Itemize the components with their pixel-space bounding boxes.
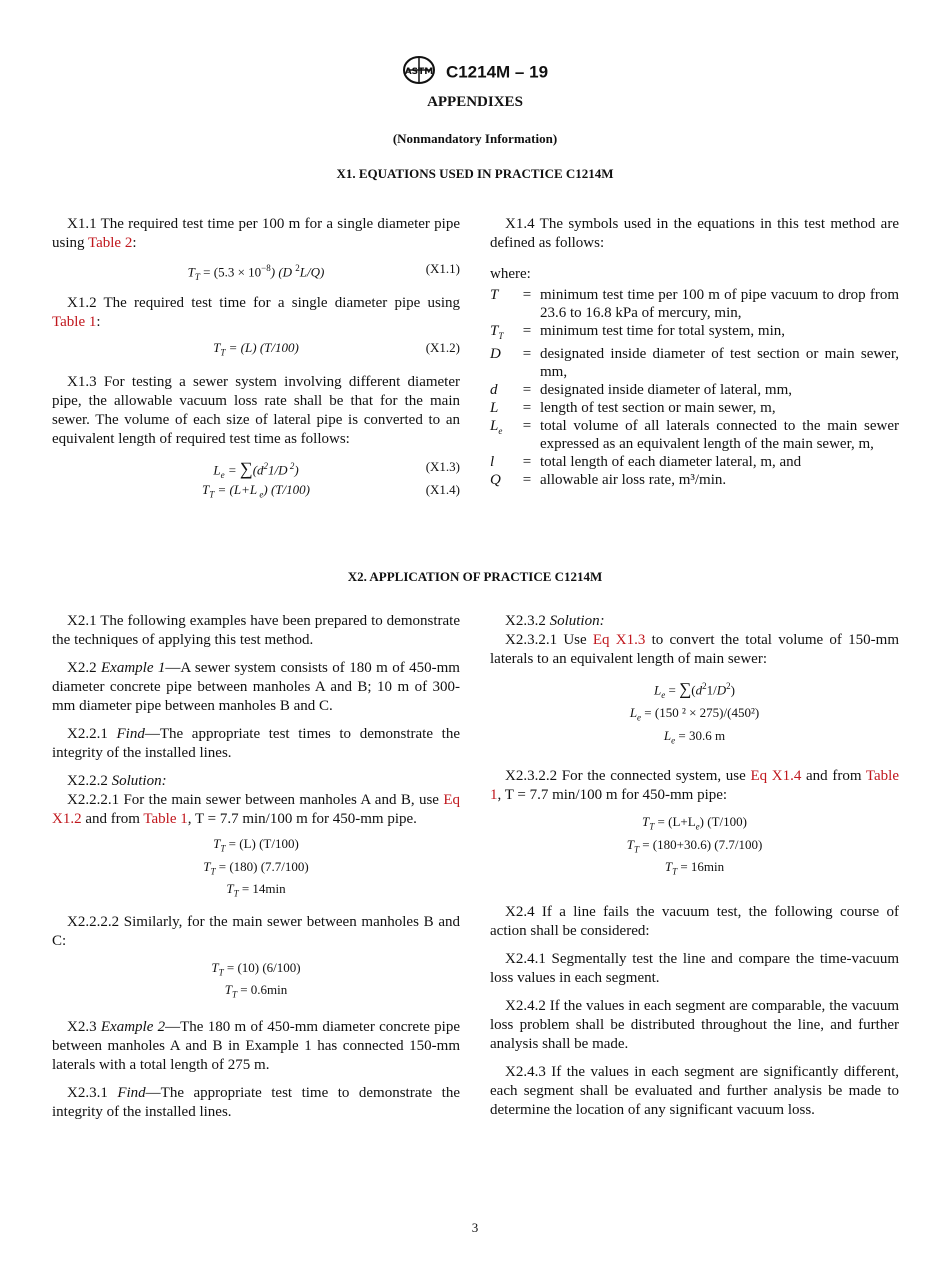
eq-x1-3-link[interactable]: Eq X1.3 <box>592 632 646 648</box>
x1-3-paragraph: X1.3 For testing a sewer system involving different diameter pipe, the allowable vacuum loss rate shall be that for the main sewer. The volume of each size of lateral pipe is converted to an equivalent length of required test time as follows: <box>52 374 460 447</box>
symbol-definition: designated inside diameter of lateral, mm, <box>540 382 792 398</box>
symbol-row: d = designated inside diameter of lateral, mm, <box>490 381 899 399</box>
symbol-subscript: T <box>498 331 504 341</box>
appendixes-title: APPENDIXES <box>427 94 523 110</box>
eq-x1-4-link[interactable]: Eq X1.4 <box>750 768 802 785</box>
x2-right-column <box>490 612 899 1129</box>
x2-3-2-paragraph <box>490 612 899 631</box>
calc-line: = (L+L <box>657 814 696 830</box>
where-label: where: <box>490 266 531 282</box>
x2-2-2-1-paragraph <box>52 791 460 829</box>
x1-left-column <box>52 215 460 503</box>
calc-line: = (150 ² × 275)/(450²) <box>644 704 760 720</box>
astm-logo-icon <box>402 55 436 90</box>
x2-2-1-num: X2.2.1 <box>67 726 117 742</box>
calc-line: = (L) (T/100) <box>228 836 299 851</box>
symbol: L <box>490 400 499 416</box>
symbol: D <box>490 346 501 362</box>
svg-text:ASTM: ASTM <box>404 67 434 77</box>
x2-2-2-paragraph <box>52 772 460 791</box>
x1-right-column <box>490 215 899 489</box>
symbol-row: L = length of test section or main sewer, m, <box>490 399 899 417</box>
x2-3-2-2-text: X2.3.2.2 For the connected system, use <box>505 768 751 785</box>
symbol: T <box>490 287 499 303</box>
equation-x1-2: $T_T = (L)$ (T/100) (X1.2) <box>213 340 460 358</box>
equation-x1-1: $T_T = (5.3 \times 10^{-8})$ (D $^2$L/Q) (X1.1) <box>187 261 460 282</box>
x1-1-paragraph <box>52 215 460 253</box>
x2-3-2-1-text: X2.3.2.1 Use <box>505 632 593 648</box>
x2-4-2-paragraph: X2.4.2 If the values in each segment are comparable, the vacuum loss problem shall be distributed throughout the line, and further analysis shall be made. <box>490 997 899 1052</box>
x2-3-paragraph <box>52 1018 460 1075</box>
eq2-part: = (L) (T/100) <box>225 340 299 355</box>
calc-block-3: $L_e = \sum(d^21/D^2)$ $L_e = (150$ ² × 275)/(450²) $L_e = 30.6$ m <box>629 679 760 746</box>
calc-line: = 14min <box>241 881 286 897</box>
x2-3-2-2-paragraph <box>490 767 899 805</box>
x1-2-paragraph <box>52 294 460 332</box>
x2-3-1-num: X2.3.1 <box>67 1084 118 1101</box>
symbol-definition: allowable air loss rate, m³/min. <box>540 472 727 488</box>
eq1-tail-exp: 2 <box>295 263 300 273</box>
x2-2-1-em: Find <box>116 726 145 742</box>
calc-line: = 16min <box>680 859 725 875</box>
calc-block-1: $T_T = (L)$ (T/100) $T_T = (180)$ (7.7/100) $T_T = 14\min$ <box>203 836 309 899</box>
x2-4-1-paragraph: X2.4.1 Segmentally test the line and compare the time-vacuum loss values in each segment. <box>490 950 899 986</box>
symbol-definition: minimum test time per 100 m of pipe vacuum to drop from 23.6 to 16.8 kPa of mercury, min, <box>540 287 899 321</box>
x1-title: X1. EQUATIONS USED IN PRACTICE C1214M <box>336 166 614 181</box>
x2-3-num: X2.3 <box>67 1018 101 1035</box>
table2-link[interactable]: Table 2 <box>87 235 133 251</box>
symbol: L <box>490 418 499 434</box>
eq-x1-2-link[interactable]: Eq X1.2 <box>52 792 460 827</box>
x2-left-column <box>52 612 460 1131</box>
x2-3-1-text: —The appropriate test time to demonstrate the integrity of the installed lines. <box>52 1084 460 1120</box>
x2-4-3-paragraph: X2.4.3 If the values in each segment are significantly different, each segment shall be evaluated and further analysis be made to determine the location of any significant vacuum loss. <box>490 1063 899 1118</box>
equation-x1-4: $T_T = (L+L$ $_e$) (T/100) (X1.4) <box>202 482 460 500</box>
calc-line: = (180+30.6) (7.7/100) <box>642 836 763 852</box>
x2-2-text: —A sewer system consists of 180 m of 450-mm diameter concrete pipe between manholes A and B; 10 m of 300-mm diameter pipe between manholes B and C. <box>52 660 460 714</box>
symbol-table <box>490 286 899 489</box>
x2-2-2-1-text2: and from <box>81 811 144 827</box>
x2-3-text: —The 180 m of 450-mm diameter concrete pipe between manholes A and B in Example 1 has connected 150-mm laterals with a total length of 275 m. <box>52 1018 460 1073</box>
page-number: 3 <box>471 1220 479 1235</box>
x2-2-paragraph <box>52 659 460 716</box>
calc-line: = (10) (6/100) <box>226 959 301 975</box>
symbol-definition: designated inside diameter of test section or main sewer, mm, <box>540 346 899 380</box>
nonmandatory-label: (Nonmandatory Information) <box>392 131 558 146</box>
x1-4-paragraph: X1.4 The symbols used in the equations in this test method are defined as follows: <box>490 216 899 251</box>
table1-link[interactable]: Table 1 <box>490 768 900 804</box>
x1-2-colon: : <box>96 314 101 330</box>
designation: C1214M – 19 <box>445 62 549 82</box>
x2-2-num: X2.2 <box>67 660 102 676</box>
calc-line: = 0.6min <box>240 982 288 998</box>
x2-3-2-1-text2: to convert the total volume of 150-mm laterals to an equivalent length of main sewer: <box>490 632 899 667</box>
symbol-definition: total volume of all laterals connected to the main sewer expressed as an equivalent length of the main sewer, m, <box>540 418 899 452</box>
x1-1-colon: : <box>132 235 137 251</box>
x2-2-2-2-paragraph: X2.2.2.2 Similarly, for the main sewer between manholes B and C: <box>52 913 460 949</box>
symbol-definition: length of test section or main sewer, m, <box>540 400 776 416</box>
calc-line: = (180) (7.7/100) <box>218 858 309 874</box>
symbol-row: $T_T$ = minimum test time for total system, min, <box>490 322 899 345</box>
symbol-row: Q = allowable air loss rate, m³/min. <box>490 471 899 489</box>
eq-number: (X1.1) <box>425 261 460 276</box>
symbol-row: $L_e$ = total volume of all laterals connected to the main sewer expressed as an equivalent length of the main sewer, m, <box>490 418 899 452</box>
x2-3-2-1-paragraph <box>490 631 899 669</box>
table1-link[interactable]: Table 1 <box>52 314 97 330</box>
x2-3-2-2-text2: and from <box>801 768 866 785</box>
eq-number: (X1.2) <box>425 340 460 355</box>
eq1-part: = (5.3 × 10 <box>199 264 262 280</box>
symbol: l <box>490 454 495 470</box>
symbol-subscript: e <box>498 426 503 436</box>
x2-3-1-em: Find <box>117 1084 146 1101</box>
x2-3-2-2-text3: , T = 7.7 min/100 m for 450-mm pipe: <box>497 787 728 804</box>
calc-block-2: $T_T = (10)$ (6/100) $T_T = 0.6\min$ <box>211 959 301 1000</box>
x2-4-paragraph: X2.4 If a line fails the vacuum test, the following course of action shall be considered: <box>490 903 899 939</box>
x2-3-2-num: X2.3.2 <box>505 613 550 629</box>
x2-3-1-paragraph <box>52 1084 460 1122</box>
x2-2-2-em: Solution: <box>111 773 167 789</box>
table1-link[interactable]: Table 1 <box>143 811 188 827</box>
calc-line: ) (T/100) <box>699 814 747 830</box>
x2-2-1-paragraph <box>52 725 460 763</box>
symbol: d <box>490 382 498 398</box>
x2-3-2-em: Solution: <box>549 613 605 629</box>
eq1-tail: ) (D <box>270 264 296 280</box>
calc-line: = 30.6 m <box>678 727 726 743</box>
calc-block-4: $T_T = (L+L_e)$ (T/100) $T_T = (180+30.6)$ (7.7/100) $T_T = 16\min$ <box>626 814 763 877</box>
symbol-row: D = designated inside diameter of test section or main sewer, mm, <box>490 346 899 380</box>
eq1-exp: −8 <box>261 263 271 273</box>
x2-2-2-1-text: X2.2.2.1 For the main sewer between manholes A and B, use <box>67 792 444 808</box>
x2-title: X2. APPLICATION OF PRACTICE C1214M <box>347 569 603 584</box>
x2-2-em: Example 1 <box>101 660 166 676</box>
symbol-row: l = total length of each diameter lateral, m, and <box>490 453 899 471</box>
equation-x1-3: $L_e = \sum(d^21/D$ $^2$) (X1.3) <box>213 458 460 480</box>
symbol-definition: total length of each diameter lateral, m, and <box>540 454 802 470</box>
x2-2-1-text: —The appropriate test times to demonstrate the integrity of the installed lines. <box>52 726 460 761</box>
x1-2-text: X1.2 The required test time for a single diameter pipe using <box>67 295 460 311</box>
symbol-definition: minimum test time for total system, min, <box>540 323 785 339</box>
eq1-tail2: L/Q) <box>299 264 325 280</box>
symbol: T <box>490 323 499 339</box>
x2-2-2-num: X2.2.2 <box>67 773 112 789</box>
x2-3-em: Example 2 <box>100 1018 166 1035</box>
x2-2-2-1-text3: , T = 7.7 min/100 m for 450-mm pipe. <box>187 811 417 827</box>
symbol: Q <box>490 472 501 488</box>
x1-1-text: X1.1 The required test time per 100 m for a single diameter pipe using <box>52 216 460 251</box>
page-header <box>0 55 950 90</box>
symbol-row: T = minimum test time per 100 m of pipe vacuum to drop from 23.6 to 16.8 kPa of mercury, min, <box>490 287 899 321</box>
eq-number: (X1.4) <box>425 482 460 497</box>
x2-1-paragraph: X2.1 The following examples have been prepared to demonstrate the techniques of applying this test method. <box>52 613 460 648</box>
eq-number: (X1.3) <box>425 459 460 474</box>
